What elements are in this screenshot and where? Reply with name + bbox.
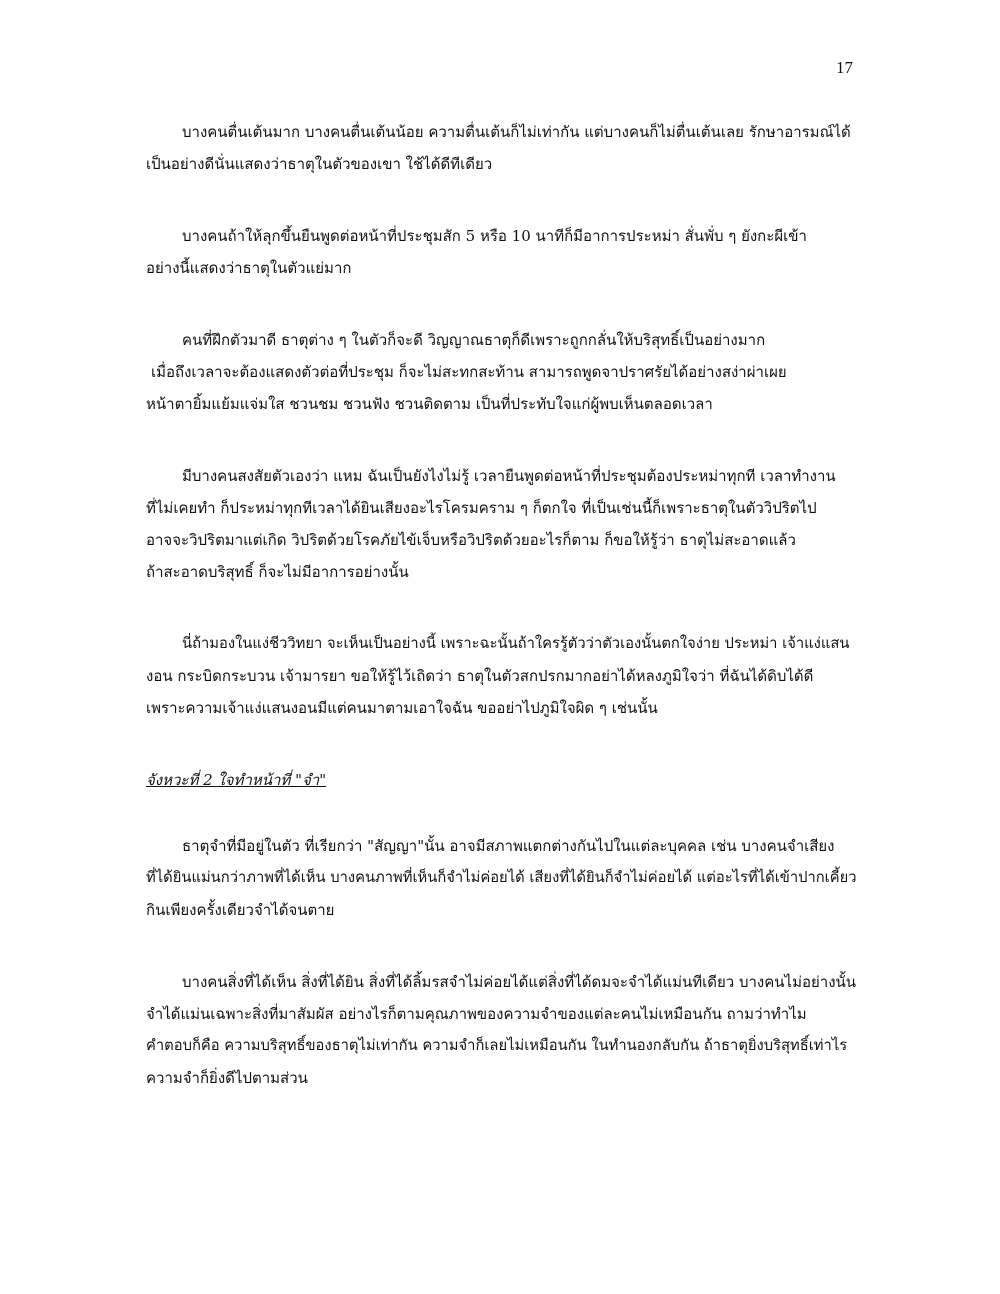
paragraph-line: ความจำก็ยิ่งดีไปตามส่วน <box>146 1069 308 1087</box>
paragraph-line: เป็นอย่างดีนั่นแสดงว่าธาตุในตัวของเขา ใช้ได้ดีทีเดียว <box>146 155 493 173</box>
paragraph-line: กินเพียงครั้งเดียวจำได้จนตาย <box>146 901 335 919</box>
document-body <box>146 116 858 1134</box>
paragraph-2 <box>146 220 858 284</box>
page-number: 17 <box>836 58 853 77</box>
paragraph-5 <box>146 628 858 724</box>
paragraph-line: ที่ไม่เคยทำ ก็ประหม่าทุกทีเวลาได้ยินเสียงอะไรโครมคราม ๆ ก็ตกใจ ที่เป็นเช่นนี้ก็เพราะธาตุในตัววิปริตไป <box>146 499 817 517</box>
paragraph-line: จำได้แม่นเฉพาะสิ่งที่มาสัมผัส อย่างไรก็ตามคุณภาพของความจำของแต่ละคนไม่เหมือนกัน ถามว่าทำไม <box>146 1005 807 1023</box>
paragraph-line: ที่ได้ยินแม่นกว่าภาพที่ได้เห็น บางคนภาพที่เห็นก็จำไม่ค่อยได้ เสียงที่ได้ยินก็จำไม่ค่อยได้ แต่อะไรที่ได้เข้าปากเคี้ยว <box>146 869 857 886</box>
paragraph-1 <box>146 116 858 180</box>
paragraph-3 <box>146 324 858 420</box>
paragraph-line: บางคนตื่นเต้นมาก บางคนตื่นเต้นน้อย ความตื่นเต้นก็ไม่เท่ากัน แต่บางคนก็ไม่ตื่นเต้นเลย รักษาอารมณ์ได้ <box>182 123 851 141</box>
paragraph-line: คนที่ฝึกตัวมาดี ธาตุต่าง ๆ ในตัวก็จะดี วิญญาณธาตุก็ดีเพราะถูกกลั่นให้บริสุทธิ์เป็นอย่างมาก <box>182 331 766 349</box>
paragraph-line: อาจจะวิปริตมาแต่เกิด วิปริตด้วยโรคภัยไข้เจ็บหรือวิปริตด้วยอะไรก็ตาม ก็ขอให้รู้ว่า ธาตุไม่สะอาดแล้ว <box>146 531 796 549</box>
paragraph-line: หน้าตายิ้มแย้มแจ่มใส ชวนชม ชวนฟัง ชวนติดตาม เป็นที่ประทับใจแก่ผู้พบเห็นตลอดเวลา <box>146 395 713 413</box>
paragraph-line: งอน กระบิดกระบวน เจ้ามารยา ขอให้รู้ไว้เถิดว่า ธาตุในตัวสกปรกมากอย่าได้หลงภูมิใจว่า ที่ฉันได้ดิบได้ดี <box>146 667 814 685</box>
paragraph-line: อย่างนี้แสดงว่าธาตุในตัวแย่มาก <box>146 259 352 277</box>
paragraph-line: ธาตุจำที่มีอยู่ในตัว ที่เรียกว่า "สัญญา"นั้น อาจมีสภาพแตกต่างกันไปในแต่ละบุคคล เช่น บางคนจำเสียง <box>182 837 835 855</box>
paragraph-7 <box>146 966 858 1094</box>
paragraph-line: เมื่อถึงเวลาจะต้องแสดงตัวต่อที่ประชุม ก็จะไม่สะทกสะท้าน สามารถพูดจาปราศรัยได้อย่างสง่าผ่าเผย <box>151 363 787 381</box>
paragraph-4 <box>146 460 858 588</box>
section-heading: จังหวะที่ 2 ใจทำหน้าที่ "จำ" <box>146 771 327 789</box>
paragraph-line: มีบางคนสงสัยตัวเองว่า แหม ฉันเป็นยังไงไม่รู้ เวลายืนพูดต่อหน้าที่ประชุมต้องประหม่าทุกที เวลาทำงาน <box>182 467 836 485</box>
paragraph-line: เพราะความเจ้าแง่แสนงอนมีแต่คนมาตามเอาใจฉัน ขออย่าไปภูมิใจผิด ๆ เช่นนั้น <box>146 699 658 717</box>
paragraph-line: บางคนสิ่งที่ได้เห็น สิ่งที่ได้ยิน สิ่งที่ได้ลิ้มรสจำไม่ค่อยได้แต่สิ่งที่ได้ดมจะจำได้แม่นทีเดียว บางคนไม่อย่างนั้น <box>182 973 857 991</box>
paragraph-line: นี่ถ้ามองในแง่ชีววิทยา จะเห็นเป็นอย่างนี้ เพราะฉะนั้นถ้าใครรู้ตัวว่าตัวเองนั้นตกใจง่าย ประหม่า เจ้าแง่แสน <box>182 635 850 652</box>
paragraph-6 <box>146 830 858 926</box>
paragraph-line: บางคนถ้าให้ลุกขึ้นยืนพูดต่อหน้าที่ประชุมสัก 5 หรือ 10 นาทีก็มีอาการประหม่า สั่นพั่บ ๆ ยังกะผีเข้า <box>182 227 807 245</box>
paragraph-line: ถ้าสะอาดบริสุทธิ์ ก็จะไม่มีอาการอย่างนั้น <box>146 563 409 581</box>
paragraph-line: คำตอบก็คือ ความบริสุทธิ์ของธาตุไม่เท่ากัน ความจำก็เลยไม่เหมือนกัน ในทำนองกลับกัน ถ้าธาตุยิ่งบริสุทธิ์เท่าไร <box>146 1037 848 1054</box>
